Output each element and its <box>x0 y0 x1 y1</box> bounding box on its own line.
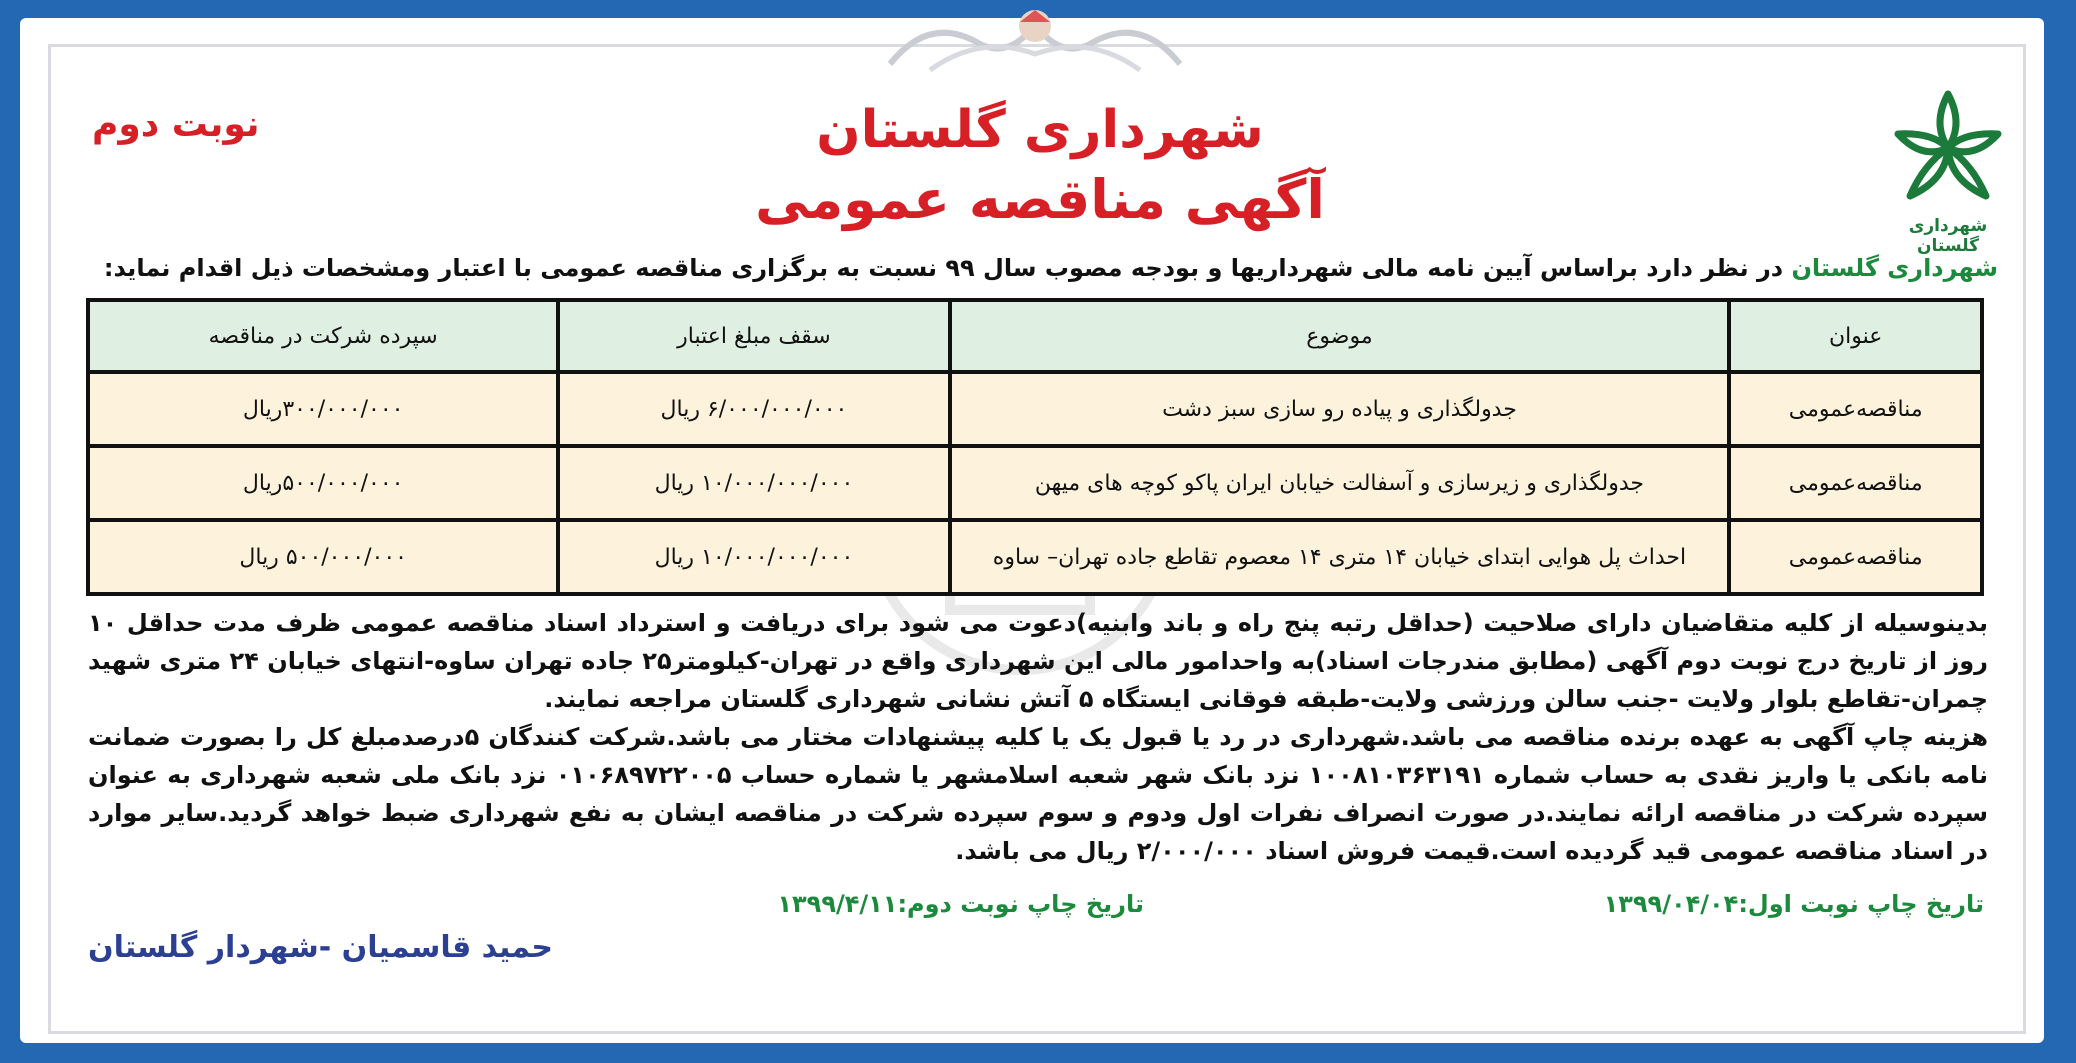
cell-deposit: ۵۰۰/۰۰۰/۰۰۰ ریال <box>88 520 558 594</box>
flower-logo-icon <box>1888 84 2008 210</box>
table-row <box>88 520 1982 594</box>
second-print-date: تاریخ چاپ نوبت دوم:۱۳۹۹/۴/۱۱ <box>777 890 1144 918</box>
cell-credit-cap: ۶/۰۰۰/۰۰۰/۰۰۰ ریال <box>558 372 949 446</box>
body-text <box>88 604 1988 870</box>
cell-subject: جدولگذاری و زیرسازی و آسفالت خیابان ایران پاکو کوچه های میهن <box>950 446 1730 520</box>
body-paragraph-1: بدینوسیله از کلیه متقاضیان دارای صلاحیت (حداقل رتبه پنج راه و باند وابنیه)دعوت می شود برای دریافت و استرداد اسناد مناقصه عمومی ظرف مدت حداقل ۱۰ روز از تاریخ درج نوبت دوم آگهی (مطابق مندرجات اسناد)به واحدامور مالی این شهرداری واقع در تهران-کیلومتر۲۵ جاده تهران ساوه-انتهای خیابان ۲۴ متری شهید چمران-تقاطع بلوار ولایت -جنب سالن ورزشی ولایت-طبقه فوقانی ایستگاه ۵ آتش نشانی شهرداری گلستان مراجعه نمایند. <box>88 609 1989 713</box>
table-header-row <box>88 300 1982 372</box>
header-title: عنوان <box>1729 300 1982 372</box>
tender-table <box>86 298 1984 596</box>
cell-subject: جدولگذاری و پیاده رو سازی سبز دشت <box>950 372 1730 446</box>
cell-title: مناقصه‌عمومی <box>1729 520 1982 594</box>
cell-deposit: ۵۰۰/۰۰۰/۰۰۰ریال <box>88 446 558 520</box>
cell-credit-cap: ۱۰/۰۰۰/۰۰۰/۰۰۰ ریال <box>558 446 949 520</box>
table-row <box>88 372 1982 446</box>
round-label: نوبت دوم <box>92 104 260 145</box>
intro-org: شهرداری گلستان <box>1791 254 1998 282</box>
intro-sentence <box>78 254 1998 282</box>
municipality-logo <box>1888 84 2008 256</box>
cell-title: مناقصه‌عمومی <box>1729 446 1982 520</box>
table-row <box>88 446 1982 520</box>
header-credit-cap: سقف مبلغ اعتبار <box>558 300 949 372</box>
signature: حمید قاسمیان -شهردار گلستان <box>88 930 553 965</box>
header-ornament <box>870 4 1200 80</box>
body-paragraph-2: هزینه چاپ آگهی به عهده برنده مناقصه می باشد.شهرداری در رد یا قبول یک یا کلیه پیشنهادات مختار می باشد.شرکت کنندگان ۵درصدمبلغ کل را بصورت ضمانت نامه بانکی یا واریز نقدی به حساب شماره ۱۰۰۸۱۰۳۶۳۱۹۱ نزد بانک شهر شعبه اسلامشهر یا شماره حساب ۰۱۰۶۸۹۷۲۲۰۰۵ نزد بانک ملی شعبه شهرداری به عنوان سپرده شرکت در مناقصه ارائه نمایند.در صورت انصراف نفرات اول ودوم و سوم سپرده شرکت در مناقصه ایشان به نفع شهرداری ضبط خواهد گردید.سایر موارد در اسناد مناقصه عمومی قید گردیده است.قیمت فروش اسناد ۲/۰۰۰/۰۰۰ ریال می باشد. <box>88 723 1989 865</box>
header-deposit: سپرده شرکت در مناقصه <box>88 300 558 372</box>
intro-text: در نظر دارد براساس آیین نامه مالی شهرداریها و بودجه مصوب سال ۹۹ نسبت به برگزاری مناقصه عمومی با اعتبار ومشخصات ذیل اقدام نماید: <box>103 254 1792 282</box>
cell-subject: احداث پل هوایی ابتدای خیابان ۱۴ متری ۱۴ معصوم تقاطع جاده تهران– ساوه <box>950 520 1730 594</box>
cell-credit-cap: ۱۰/۰۰۰/۰۰۰/۰۰۰ ریال <box>558 520 949 594</box>
header-subject: موضوع <box>950 300 1730 372</box>
logo-caption: شهرداری گلستان <box>1908 216 1988 256</box>
page-title: شهرداری گلستان <box>816 100 1264 160</box>
first-print-date: تاریخ چاپ نوبت اول:۱۳۹۹/۰۴/۰۴ <box>1603 890 1984 918</box>
cell-deposit: ۳۰۰/۰۰۰/۰۰۰ریال <box>88 372 558 446</box>
page-subtitle: آگهی مناقصه عمومی <box>755 168 1325 231</box>
cell-title: مناقصه‌عمومی <box>1729 372 1982 446</box>
